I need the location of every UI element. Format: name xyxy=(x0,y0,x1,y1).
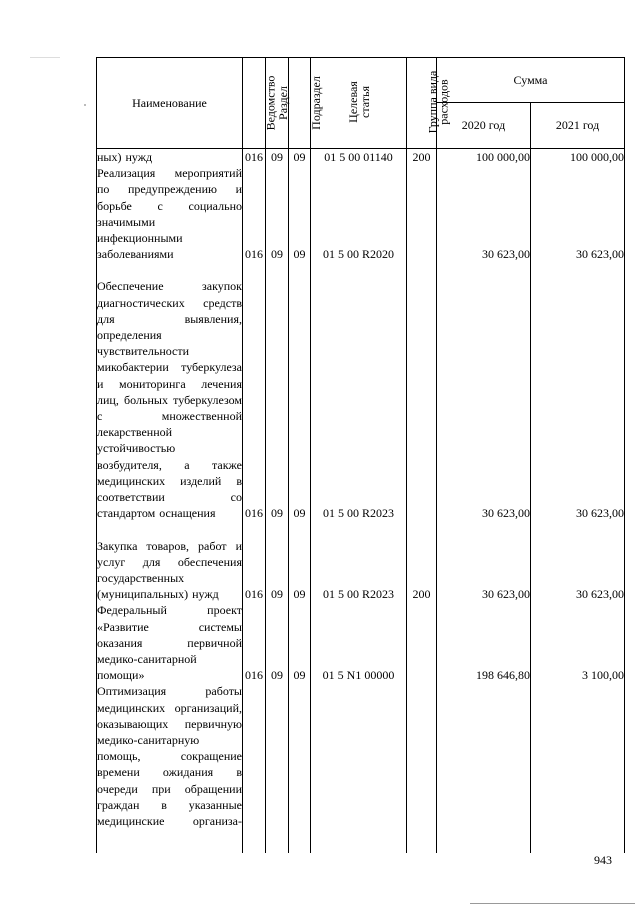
row-section: 09 xyxy=(266,149,289,166)
row-sum-2020: 100 000,00 xyxy=(437,149,531,166)
col-header-sum: Сумма xyxy=(437,58,625,103)
row-ministry: 016 xyxy=(243,602,266,683)
row-subsection: 09 xyxy=(289,165,311,262)
row-name: Федеральный проект «Развитие системы оказания первичной медико-санитарной помощи» xyxy=(97,603,242,683)
row-name: ных) нужд xyxy=(97,149,243,166)
page-number: 943 xyxy=(594,853,612,867)
row-target-article: 01 5 00 01140 xyxy=(311,149,407,166)
row-sum-2020: 198 646,80 xyxy=(437,602,531,683)
row-section: 09 xyxy=(266,521,289,602)
row-ministry: 016 xyxy=(243,165,266,262)
row-sum-2021: 100 000,00 xyxy=(531,149,625,166)
row-section xyxy=(266,683,289,853)
row-ministry xyxy=(243,683,266,853)
col-header-expense-group: Группа вида расходов xyxy=(407,58,437,149)
row-expense-group xyxy=(407,262,437,521)
row-target-article: 01 5 00 R2020 xyxy=(311,165,407,262)
row-sum-2020: 30 623,00 xyxy=(437,521,531,602)
row-ministry: 016 xyxy=(243,262,266,521)
row-expense-group xyxy=(407,683,437,853)
row-target-article: 01 5 00 R2023 xyxy=(311,521,407,602)
row-subsection xyxy=(289,683,311,853)
row-sum-2021: 30 623,00 xyxy=(531,262,625,521)
scan-speck xyxy=(84,104,86,106)
col-header-ministry: Ведомство xyxy=(243,58,266,149)
row-sum-2021: 30 623,00 xyxy=(531,521,625,602)
scan-edge-line xyxy=(30,57,60,58)
row-sum-2021: 30 623,00 xyxy=(531,165,625,262)
col-header-target-article: Целевая статья xyxy=(311,58,407,149)
row-section: 09 xyxy=(266,165,289,262)
row-ministry: 016 xyxy=(243,149,266,166)
row-subsection: 09 xyxy=(289,149,311,166)
budget-table xyxy=(96,57,625,853)
row-expense-group: 200 xyxy=(407,149,437,166)
row-expense-group xyxy=(407,602,437,683)
row-name: Обеспечение закупок диагностических средств для выявления, определения чувствительности микобактерии туберкулеза и мониторинга лечения лиц, больных туберкулезом с множественной лекарственной устойчивостью возбудителя, а также медицинских изделий в соответствии со стандартом оснащения xyxy=(97,262,243,521)
row-target-article: 01 5 00 R2023 xyxy=(311,262,407,521)
row-name: Реализация мероприятий по предупреждению и борьбе с социально значимыми инфекционными заболеваниями xyxy=(97,166,242,262)
scan-edge-line xyxy=(470,903,635,904)
table-row xyxy=(97,165,625,262)
row-section: 09 xyxy=(266,602,289,683)
col-header-name: Наименование xyxy=(97,58,243,149)
row-sum-2021: 3 100,00 xyxy=(531,602,625,683)
table-row xyxy=(97,521,625,602)
row-ministry: 016 xyxy=(243,521,266,602)
row-subsection: 09 xyxy=(289,521,311,602)
col-header-year-2020: 2020 год xyxy=(437,103,531,149)
col-header-section: Раздел xyxy=(266,58,289,149)
row-sum-2020: 30 623,00 xyxy=(437,165,531,262)
table-row xyxy=(97,602,625,683)
col-header-subsection: Подраздел xyxy=(289,58,311,149)
table-row xyxy=(97,262,625,521)
row-expense-group xyxy=(407,165,437,262)
row-subsection: 09 xyxy=(289,602,311,683)
row-section: 09 xyxy=(266,262,289,521)
col-header-year-2021: 2021 год xyxy=(531,103,625,149)
row-name: Оптимизация работы медицинских организаций, оказывающих первичную медико-санитарную помощь, сокращение времени ожидания в очереди при обращении граждан в указанные медицинские организа- xyxy=(97,683,243,853)
row-sum-2021 xyxy=(531,683,625,853)
table-row xyxy=(97,683,625,853)
table-row xyxy=(97,149,625,166)
row-target-article: 01 5 N1 00000 xyxy=(311,602,407,683)
row-target-article xyxy=(311,683,407,853)
row-sum-2020: 30 623,00 xyxy=(437,262,531,521)
row-sum-2020 xyxy=(437,683,531,853)
row-name: Закупка товаров, работ и услуг для обеспечения государственных (муниципальных) нужд xyxy=(97,521,243,602)
row-subsection: 09 xyxy=(289,262,311,521)
row-expense-group: 200 xyxy=(407,521,437,602)
